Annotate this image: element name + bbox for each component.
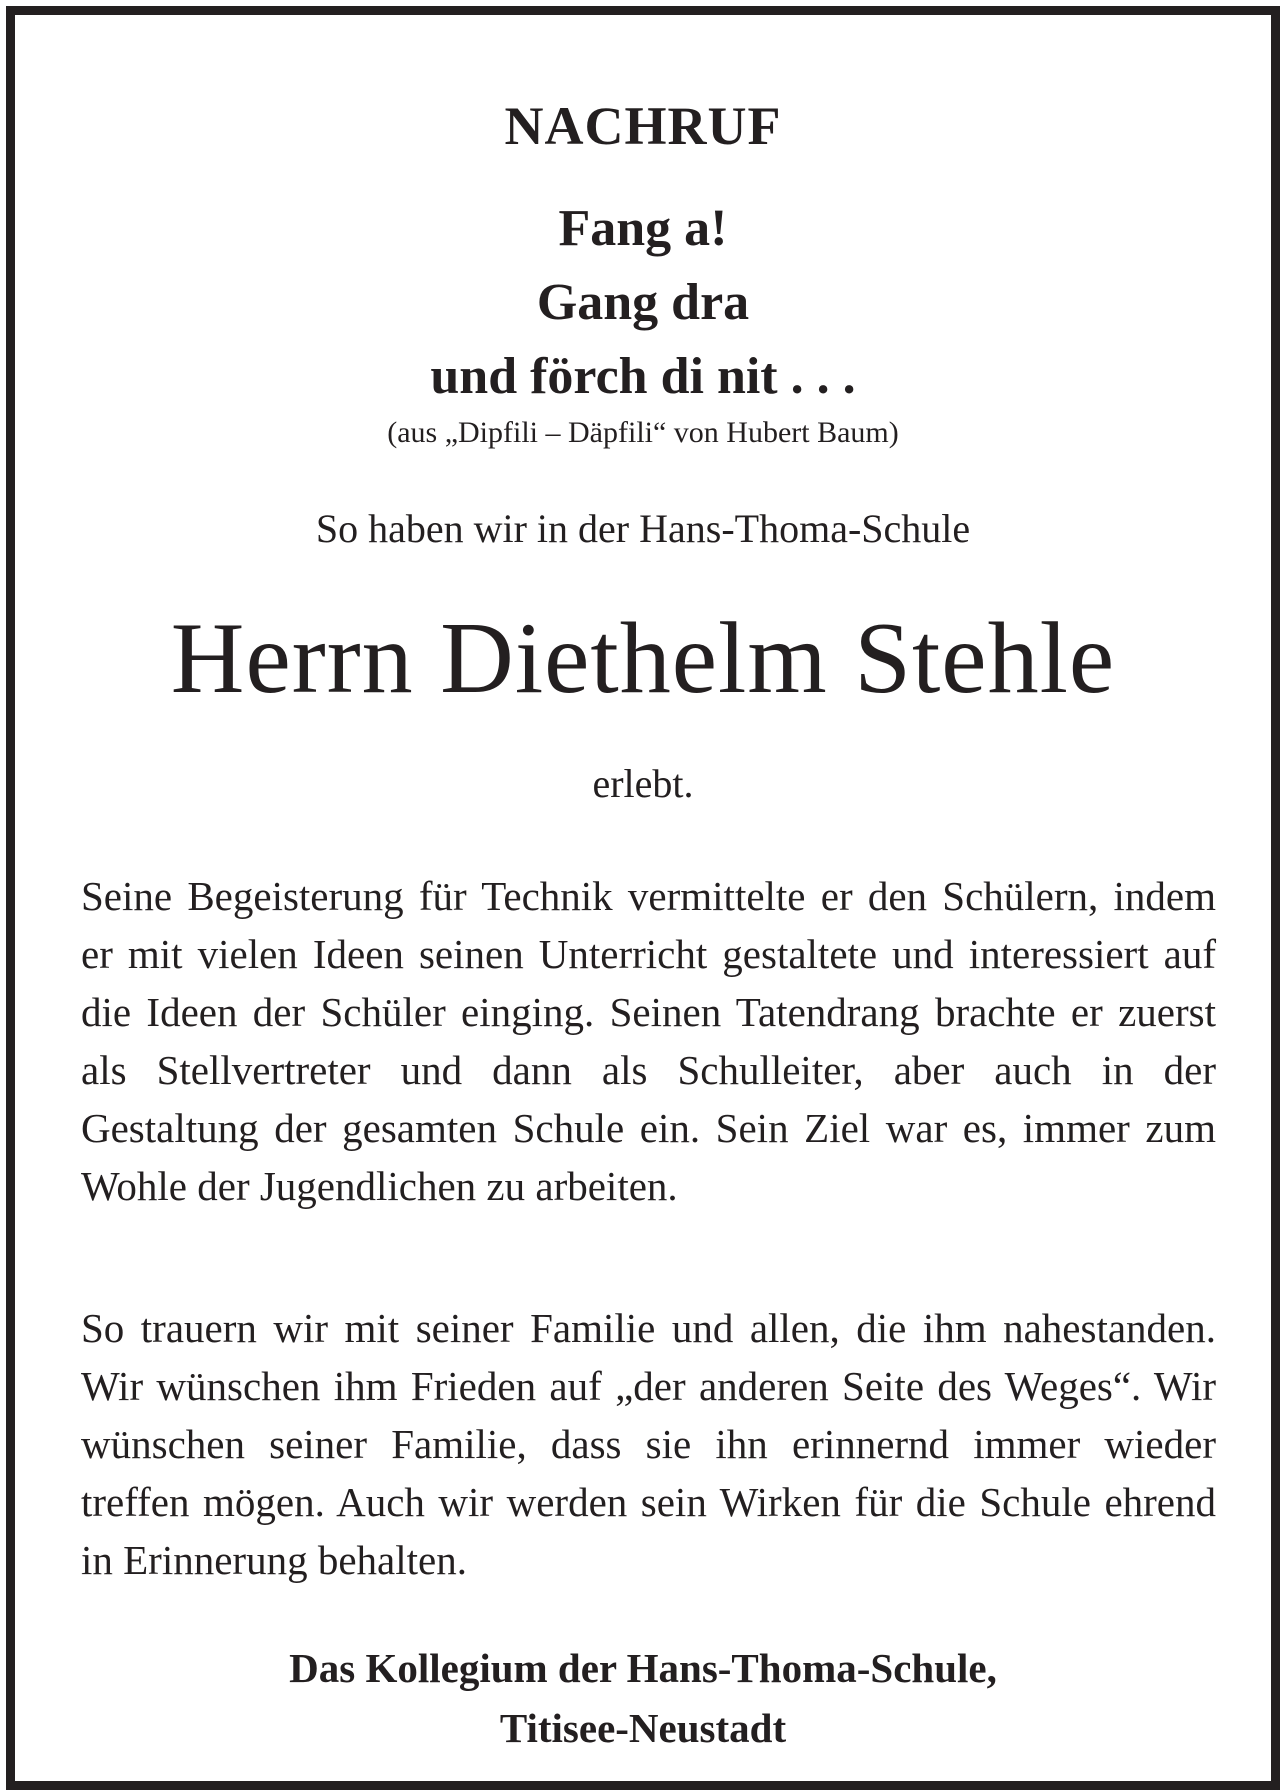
poem-source: (aus „Dipfili – Däpfili“ von Hubert Baum) [387, 416, 899, 449]
notice-heading: NACHRUF [504, 96, 782, 156]
tribute-paragraph: Seine Begeisterung für Technik vermittelte er den Schülern, indem er mit vielen Ideen seinen Unterricht gestaltete und interessiert auf die Ideen der Schüler einging. Seinen Tatendrang brachte er zuerst als Stellvertreter und dann als Schulleiter, aber auch in der Gestaltung der gesamten Schule ein. Sein Ziel war es, immer zum Wohle der Jugendlichen zu arbeiten. [81, 873, 1216, 1209]
poem-line: Fang a! [558, 200, 728, 257]
after-name-line: erlebt. [592, 761, 694, 806]
poem-quote [15, 192, 1271, 414]
signature-line: Das Kollegium der Hans-Thoma-Schule, [289, 1645, 997, 1691]
condolence-paragraph: So trauern wir mit seiner Familie und allen, die ihm nahestanden. Wir wünschen ihm Frieden auf „der anderen Seite des Weges“. Wir wünschen seiner Familie, dass sie ihn erinnernd immer wieder treffen mögen. Auch wir werden sein Wirken für die Schule ehrend in Erinnerung behalten. [81, 1305, 1216, 1583]
poem-line: und förch di nit . . . [430, 348, 856, 405]
signature-line: Titisee-Neustadt [499, 1705, 787, 1751]
obituary-frame [6, 6, 1280, 1790]
poem-line: Gang dra [536, 274, 750, 331]
deceased-name: Herrn Diethelm Stehle [170, 602, 1116, 715]
signature [15, 1638, 1271, 1758]
intro-line: So haben wir in der Hans-Thoma-Schule [315, 506, 971, 551]
